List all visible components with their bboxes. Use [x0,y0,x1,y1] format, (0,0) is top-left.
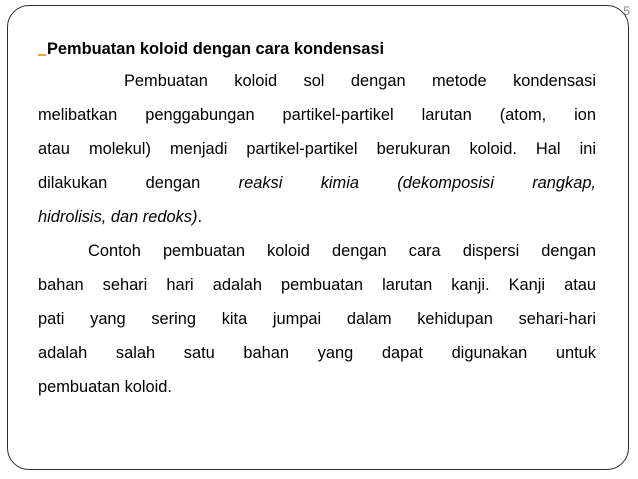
slide-number: 5 [623,4,630,18]
paragraph1-line2: melibatkan penggabungan partikel-partikel larutan (atom, ion [38,106,596,124]
paragraph1-line5 [38,200,596,234]
paragraph1-line4-italic: reaksi kimia (dekomposisi rangkap, [238,174,596,192]
paragraph1-line5-italic: hidrolisis, dan redoks) [38,208,198,226]
paragraph1-line4 [38,166,596,200]
paragraph2-line5: pembuatan koloid. [38,378,172,396]
paragraph1-line1: Pembuatan koloid sol dengan metode kondensasi [124,72,596,90]
paragraph-contoh [38,234,596,404]
heading-text: Pembuatan koloid dengan cara kondensasi [47,40,385,58]
slide-content [38,34,596,404]
paragraph1-line3: atau molekul) menjadi partikel-partikel berukuran koloid. Hal ini [38,140,596,158]
paragraph2-line4: adalah salah satu bahan yang dapat digunakan untuk [38,344,596,362]
paragraph-kondensasi [38,64,596,234]
paragraph1-line4-plain: dilakukan dengan [38,174,239,192]
slide-heading [38,34,596,64]
paragraph2-line1: Contoh pembuatan koloid dengan cara dispersi dengan [88,242,596,260]
paragraph2-line2: bahan sehari hari adalah pembuatan larutan kanji. Kanji atau [38,276,596,294]
bullet-marker-icon [38,40,46,56]
paragraph2-line3: pati yang sering kita jumpai dalam kehidupan sehari-hari [38,310,596,328]
paragraph1-line5-end: . [197,208,202,226]
